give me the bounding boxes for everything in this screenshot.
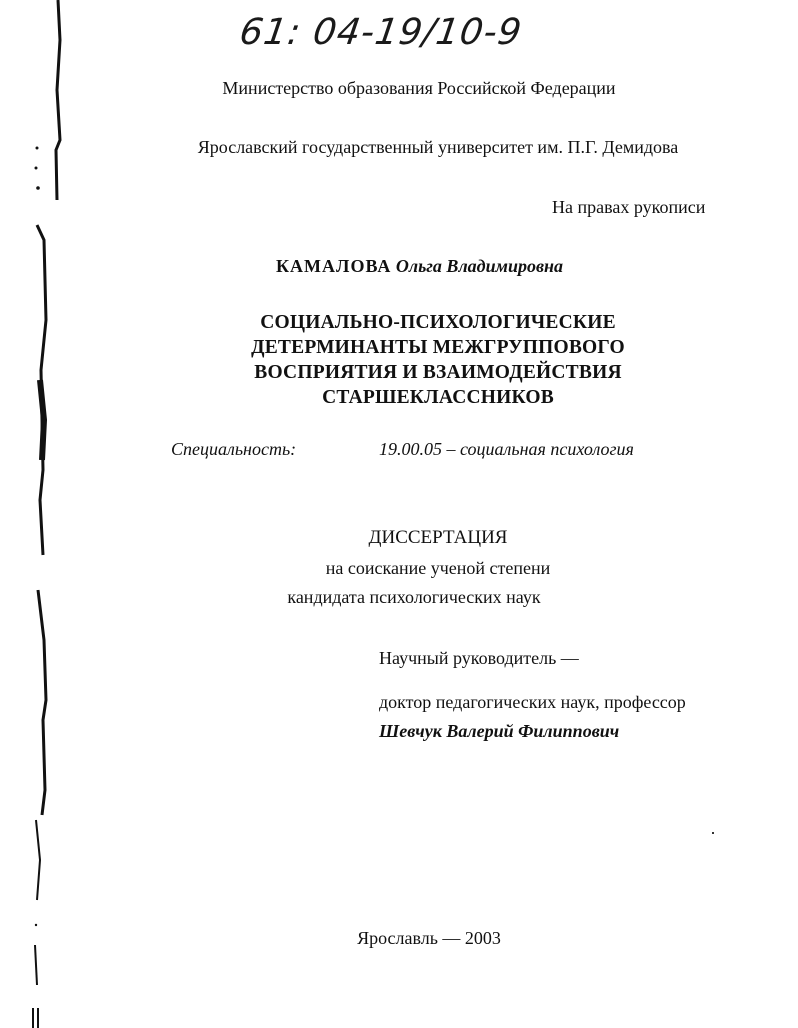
work-type-line-2: кандидата психологических наук — [287, 587, 541, 607]
specialty-value: 19.00.05 – социальная психология — [379, 439, 634, 459]
supervisor-degree: доктор педагогических наук, профессор — [379, 692, 686, 712]
ministry-name: Министерство образования Российской Федерации — [222, 78, 616, 98]
scan-speck — [712, 832, 714, 834]
place-year: Ярославль — 2003 — [357, 928, 501, 948]
title-line-2: ДЕТЕРМИНАНТЫ МЕЖГРУППОВОГО — [251, 337, 625, 358]
university-name: Ярославский государственный университет им. П.Г. Демидова — [197, 137, 679, 157]
title-line-1: СОЦИАЛЬНО-ПСИХОЛОГИЧЕСКИЕ — [260, 312, 616, 333]
supervisor-name: Шевчук Валерий Филиппович — [379, 721, 620, 741]
author-name — [276, 256, 563, 277]
author-given-names: Ольга Владимировна — [395, 256, 563, 276]
manuscript-rights-note: На правах рукописи — [552, 197, 706, 217]
title-line-4: СТАРШЕКЛАССНИКОВ — [322, 387, 554, 408]
specialty-label: Специальность: — [171, 439, 297, 459]
archive-code-handwritten: 61: 04-19/10-9 — [237, 12, 525, 53]
work-type-line-1: на соискание ученой степени — [325, 558, 551, 578]
title-line-3: ВОСПРИЯТИЯ И ВЗАИМОДЕЙСТВИЯ — [254, 362, 622, 383]
work-type-heading: ДИССЕРТАЦИЯ — [368, 527, 508, 548]
author-surname: КАМАЛОВА — [276, 256, 392, 276]
supervisor-label: Научный руководитель — — [379, 648, 579, 668]
